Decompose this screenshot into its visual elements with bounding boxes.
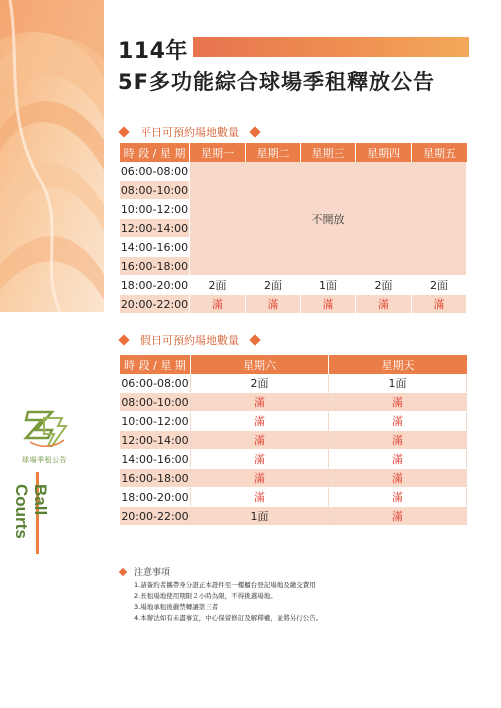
diamond-icon <box>119 567 127 575</box>
availability-cell: 滿 <box>191 450 329 469</box>
page-title: 5F多功能綜合球場季租釋放公告 <box>118 70 435 94</box>
availability-cell: 1面 <box>301 276 356 295</box>
table-row <box>120 393 467 412</box>
availability-cell: 滿 <box>329 469 467 488</box>
brand-subtitle: 球場季租公告 <box>22 456 67 464</box>
notes-title: 注意事項 <box>134 568 171 578</box>
note-item: 1.請簽約者攜帶身分證正本證件至一樓櫃台登記場地及繳交費用 <box>134 581 316 589</box>
time-cell: 10:00-12:00 <box>120 412 191 431</box>
table-row <box>120 374 467 393</box>
weekday-table <box>120 143 467 314</box>
diamond-icon <box>118 126 129 137</box>
table-row <box>120 276 467 295</box>
availability-cell: 2面 <box>191 374 329 393</box>
column-header: 星期三 <box>301 143 356 162</box>
time-cell: 08:00-10:00 <box>120 393 191 412</box>
note-item: 3.場地承租後嚴禁轉讓第三者 <box>134 603 219 611</box>
decorative-swirl <box>0 0 104 312</box>
weekday-section-heading <box>120 124 259 140</box>
time-cell: 16:00-18:00 <box>120 257 190 276</box>
title-accent-bar <box>193 37 469 57</box>
availability-cell: 滿 <box>191 393 329 412</box>
availability-cell: 滿 <box>246 295 301 314</box>
time-cell: 12:00-14:00 <box>120 219 190 238</box>
time-cell: 06:00-08:00 <box>120 374 191 393</box>
time-cell: 18:00-20:00 <box>120 276 190 295</box>
availability-cell: 滿 <box>191 469 329 488</box>
availability-cell: 滿 <box>329 450 467 469</box>
table-row <box>120 162 467 181</box>
closed-cell: 不開放 <box>190 162 467 276</box>
table-row <box>120 431 467 450</box>
availability-cell: 1面 <box>191 507 329 526</box>
year-label: 114年 <box>118 39 188 64</box>
brand-wordmark-line2: Courts <box>12 484 31 539</box>
availability-cell: 滿 <box>329 507 467 526</box>
time-cell: 14:00-16:00 <box>120 450 191 469</box>
note-item: 2.長租場地使用期限２小時為限，不得挑選場地。 <box>134 592 277 600</box>
time-cell: 20:00-22:00 <box>120 295 190 314</box>
time-cell: 08:00-10:00 <box>120 181 190 200</box>
availability-cell: 2面 <box>412 276 467 295</box>
table-row <box>120 488 467 507</box>
time-cell: 10:00-12:00 <box>120 200 190 219</box>
brand-wordmark <box>12 470 58 560</box>
diamond-icon <box>249 126 260 137</box>
availability-cell: 滿 <box>412 295 467 314</box>
availability-cell: 滿 <box>329 393 467 412</box>
diamond-icon <box>249 334 260 345</box>
availability-cell: 滿 <box>191 412 329 431</box>
diamond-icon <box>118 334 129 345</box>
weekend-table <box>120 355 467 526</box>
table-header-row <box>120 355 467 374</box>
column-header: 星期四 <box>356 143 412 162</box>
availability-cell: 滿 <box>356 295 412 314</box>
column-header: 星期天 <box>329 355 467 374</box>
note-item: 4.本辦法如有未盡事宜，中心保留修訂及解釋權，並將另行公告。 <box>134 614 323 622</box>
table-row <box>120 469 467 488</box>
time-cell: 16:00-18:00 <box>120 469 191 488</box>
notes-section <box>120 565 322 624</box>
brand-wordmark-line1: Ball <box>31 484 50 516</box>
availability-cell: 2面 <box>190 276 246 295</box>
column-header: 時 段 / 星 期 <box>120 355 191 374</box>
availability-cell: 1面 <box>329 374 467 393</box>
availability-cell: 滿 <box>191 431 329 450</box>
availability-cell: 2面 <box>246 276 301 295</box>
time-cell: 14:00-16:00 <box>120 238 190 257</box>
notes-heading <box>120 565 322 578</box>
column-header: 星期二 <box>246 143 301 162</box>
table-row <box>120 295 467 314</box>
availability-cell: 滿 <box>329 488 467 507</box>
table-row <box>120 412 467 431</box>
column-header: 時 段 / 星 期 <box>120 143 190 162</box>
weekday-section-label: 平日可預約場地數量 <box>140 126 239 139</box>
table-header-row <box>120 143 467 162</box>
availability-cell: 滿 <box>301 295 356 314</box>
column-header: 星期五 <box>412 143 467 162</box>
availability-cell: 滿 <box>190 295 246 314</box>
column-header: 星期六 <box>191 355 329 374</box>
availability-cell: 滿 <box>329 431 467 450</box>
time-cell: 06:00-08:00 <box>120 162 190 181</box>
time-cell: 12:00-14:00 <box>120 431 191 450</box>
availability-cell: 2面 <box>356 276 412 295</box>
time-cell: 20:00-22:00 <box>120 507 191 526</box>
table-row <box>120 450 467 469</box>
weekend-section-heading <box>120 332 259 348</box>
column-header: 星期一 <box>190 143 246 162</box>
availability-cell: 滿 <box>191 488 329 507</box>
brand-logo <box>22 408 68 454</box>
table-row <box>120 507 467 526</box>
time-cell: 18:00-20:00 <box>120 488 191 507</box>
availability-cell: 滿 <box>329 412 467 431</box>
weekend-section-label: 假日可預約場地數量 <box>140 334 239 347</box>
